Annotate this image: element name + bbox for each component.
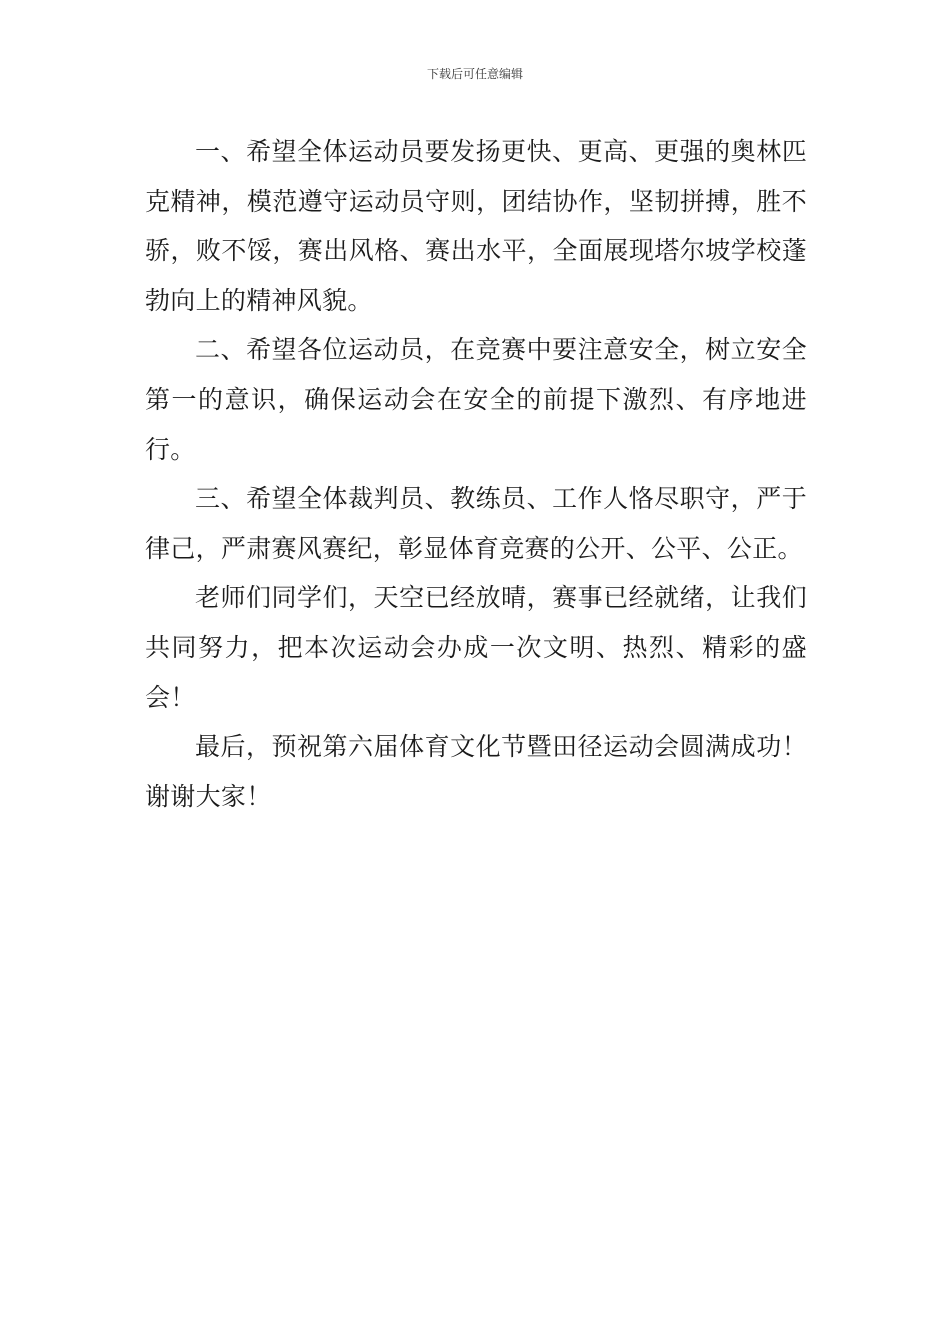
paragraph-2: 二、希望各位运动员，在竞赛中要注意安全，树立安全第一的意识，确保运动会在安全的前提下激烈、有序地进行。 [145, 335, 807, 464]
paragraph-4: 老师们同学们，天空已经放晴，赛事已经就绪，让我们共同努力，把本次运动会办成一次文明、热烈、精彩的盛会！ [145, 583, 807, 712]
paragraph-3: 三、希望全体裁判员、教练员、工作人恪尽职守，严于律己，严肃赛风赛纪，彰显体育竞赛的公开、公平、公正。 [145, 484, 807, 563]
paragraph-1: 一、希望全体运动员要发扬更快、更高、更强的奥林匹克精神，模范遵守运动员守则，团结协作，坚韧拼搏，胜不骄，败不馁，赛出风格、赛出水平，全面展现塔尔坡学校蓬勃向上的精神风貌。 [145, 137, 807, 315]
document-body [145, 127, 807, 821]
paragraph-5: 最后，预祝第六届体育文化节暨田径运动会圆满成功！谢谢大家！ [145, 732, 807, 811]
page-header: 下载后可任意编辑 [426, 67, 523, 81]
